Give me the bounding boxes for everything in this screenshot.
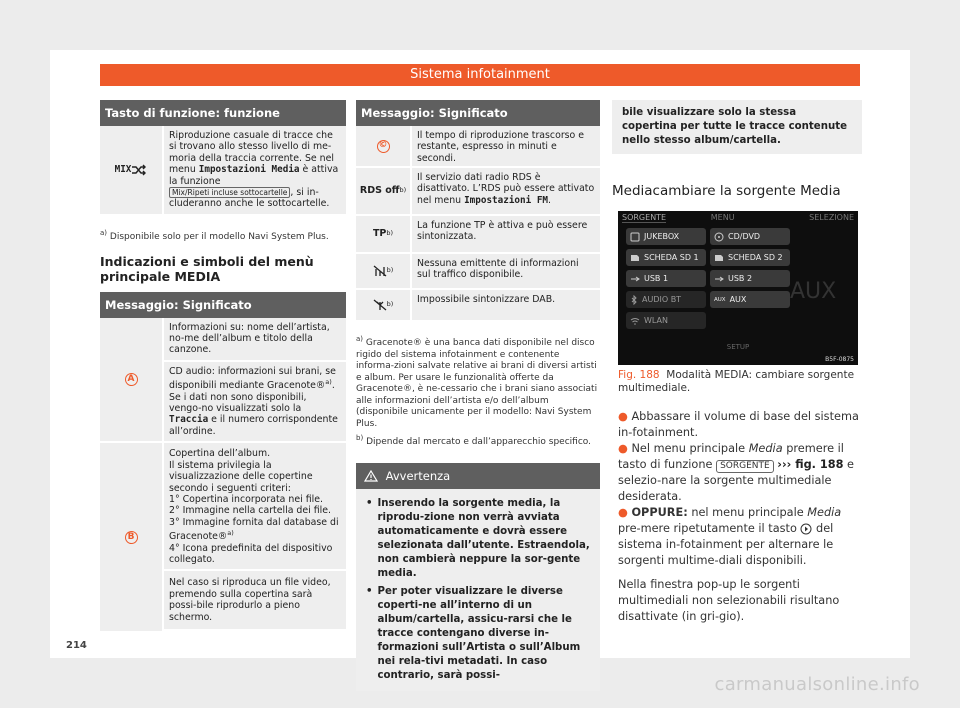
figure-reference: ››› fig. 188	[777, 458, 844, 471]
row-text: Riproduzione casuale di tracce che si trovano allo stesso livello di me-moria della traccia corrente. Se nel menu	[169, 130, 334, 176]
column-middle	[356, 100, 600, 691]
aux-icon: AUX	[714, 296, 726, 303]
source-sd2[interactable]: SCHEDA SD 2	[710, 249, 790, 266]
step-2: ● Nel menu principale Media premere il tasto di funzione SORGENTE ››› fig. 188 e selezio-nare la sorgente multimediale desiderata.	[618, 442, 855, 503]
table-row: CD audio: informazioni sui brani, se disponibili mediante Gracenote®$^{a)}$. Se i dati non sono disponibili, vengo-no visualizzati solo la Traccia e il numero corrispondente all’ordine.	[164, 362, 346, 444]
value-cell	[164, 126, 346, 214]
setup-tab[interactable]: SETUP	[726, 343, 750, 351]
watermark: carmanualsonline.info	[714, 674, 920, 695]
play-icon	[800, 523, 812, 535]
page-header: Sistema infotainment	[100, 64, 860, 86]
source-usb1[interactable]: USB 1	[626, 270, 706, 287]
shuffle-icon	[131, 164, 147, 176]
source-usb2[interactable]: USB 2	[710, 270, 790, 287]
page-number: 214	[66, 640, 87, 651]
source-audio-bt[interactable]: AUDIO BT	[626, 291, 706, 308]
warning-box: Avvertenza • Inserendo la sorgente media, la riprodu-zione non verrà avviata automaticamente e dovrà essere selezionata dall’utente. Estraendola, non cambierà neppure la sor-gente media. • Per poter visualizzare le diverse coperti-ne all’interno di un album/cartella, assicu-rarsi che le tracce contengano diverse in-formazioni sull’Artista o sull’Album nei rela-tivi metadati. In caso contrario, sarà possi-	[356, 463, 600, 691]
table-row: RDS off b) Il servizio dati radio RDS è disattivato. L’RDS può essere attivato nel menu Impostazioni FM.	[356, 168, 600, 216]
marker-b: B	[125, 531, 138, 544]
footnote: $^{a)}$ Gracenote® è una banca dati disponibile nel disco rigido del sistema infotainment e contenente informa-zioni salvate relative ai brani di diversi artisti e album. Per usare le funzionalità offerte da Gracenote®, è ne-cessario che i brani siano associati alle informazioni dell’artista e/o dell’album (disponibile unicamente per il modello: Navi System Plus.	[356, 335, 598, 429]
warning-header: Avvertenza	[356, 463, 600, 489]
step-1: ● Abbassare il volume di base del sistema in-fotainment.	[618, 410, 859, 439]
no-signal-icon	[373, 265, 387, 277]
instructions	[618, 409, 862, 625]
menu-name: Impostazioni Media	[198, 164, 300, 176]
table-row: Nel caso si riproduca un file video, premendo sulla copertina sarà possi-bile riprodurlo a pieno schermo.	[164, 571, 346, 631]
usb-icon	[714, 275, 724, 283]
table-row: b) Nessuna emittente di informazioni sul traffico disponibile.	[356, 254, 600, 290]
table-row: Informazioni su: nome dell’artista, no-me dell’album e titolo della canzone.	[164, 318, 346, 362]
paragraph: Nella finestra pop-up le sorgenti multimediali non selezionabili risultano disattivate (in gri-gio).	[618, 578, 840, 623]
sd-card-icon	[714, 254, 724, 262]
warning-icon	[364, 470, 378, 482]
sd-card-icon	[630, 254, 640, 262]
row-text: è attiva la funzione	[169, 164, 339, 187]
sorgente-button-label: SORGENTE	[716, 460, 774, 473]
wifi-icon	[630, 317, 640, 325]
bluetooth-icon	[630, 295, 638, 305]
footnote: $^{b)}$ Dipende dal mercato e dall’apparecchio specifico.	[356, 434, 591, 447]
column-left	[100, 100, 346, 631]
step-3: ● OPPURE: nel menu principale Media pre-mere ripetutamente il tasto del sistema in-fotainment per alternare le sorgenti multime-diali disponibili.	[618, 506, 842, 567]
figure-code: B5F-0875	[825, 356, 854, 363]
table-row: TP b) La funzione TP è attiva e può essere sintonizzata.	[356, 216, 600, 254]
column-right	[612, 100, 862, 625]
table-row	[100, 126, 346, 216]
disc-icon	[714, 232, 724, 242]
table3-header: Messaggio: Significato	[356, 100, 600, 126]
table2-group-b	[100, 443, 346, 631]
marker-a: A	[125, 373, 138, 386]
media-screen-figure: SORGENTE MENU SELEZIONE AUX JUKEBOX CD/DVD SCHEDA SD 1 SCHEDA SD 2 USB 1 USB 2 AUDIO BT AUX AUX WLAN SETUP B5F-0875	[618, 211, 858, 365]
function-badge: Mix/Ripeti incluse sottocartelle	[169, 187, 290, 198]
usb-icon	[630, 275, 640, 283]
source-aux[interactable]: AUX AUX	[710, 291, 790, 308]
key-cell	[100, 126, 164, 214]
section-title: Indicazioni e simboli del menù principale MEDIA	[100, 253, 314, 284]
jukebox-icon	[630, 232, 640, 242]
antenna-off-icon	[373, 299, 387, 311]
footnote: $^{a)}$ Disponibile solo per il modello Navi System Plus.	[100, 229, 329, 242]
table2-group-a	[100, 318, 346, 444]
row-text: , si in-cluderanno anche le sottocartelle.	[169, 187, 330, 210]
warning-continuation: bile visualizzare solo la stessa copertina per tutte le tracce contenute nello stesso album/cartella.	[612, 100, 862, 154]
table-row: b) Impossibile sintonizzare DAB.	[356, 290, 600, 322]
table-row: Copertina dell’album. Il sistema privilegia la visualizzazione delle copertine secondo i seguenti criteri: 1° Copertina incorporata nei file. 2° Immagine nella cartella dei file. 3° Immagine fornita dal database di Gracenote®$^{a)}$ 4° Icona predefinita del dispositivo collegato.	[164, 443, 346, 571]
source-cd-dvd[interactable]: CD/DVD	[710, 228, 790, 245]
aux-bg-label: AUX	[790, 279, 837, 304]
table2-header: Messaggio: Significato	[100, 292, 346, 318]
table1-header: Tasto di funzione: funzione	[100, 100, 346, 126]
mix-key: MIX	[114, 164, 132, 176]
source-jukebox[interactable]: JUKEBOX	[626, 228, 706, 245]
section-title: Mediacambiare la sorgente Media	[612, 183, 841, 199]
source-sd1[interactable]: SCHEDA SD 1	[626, 249, 706, 266]
copyright-icon: ©	[377, 140, 390, 153]
table-row: © Il tempo di riproduzione trascorso e restante, espresso in minuti e secondi.	[356, 126, 600, 168]
figure-caption: Fig. 188 Modalità MEDIA: cambiare sorgente multimediale.	[618, 369, 855, 394]
source-wlan[interactable]: WLAN	[626, 312, 706, 329]
